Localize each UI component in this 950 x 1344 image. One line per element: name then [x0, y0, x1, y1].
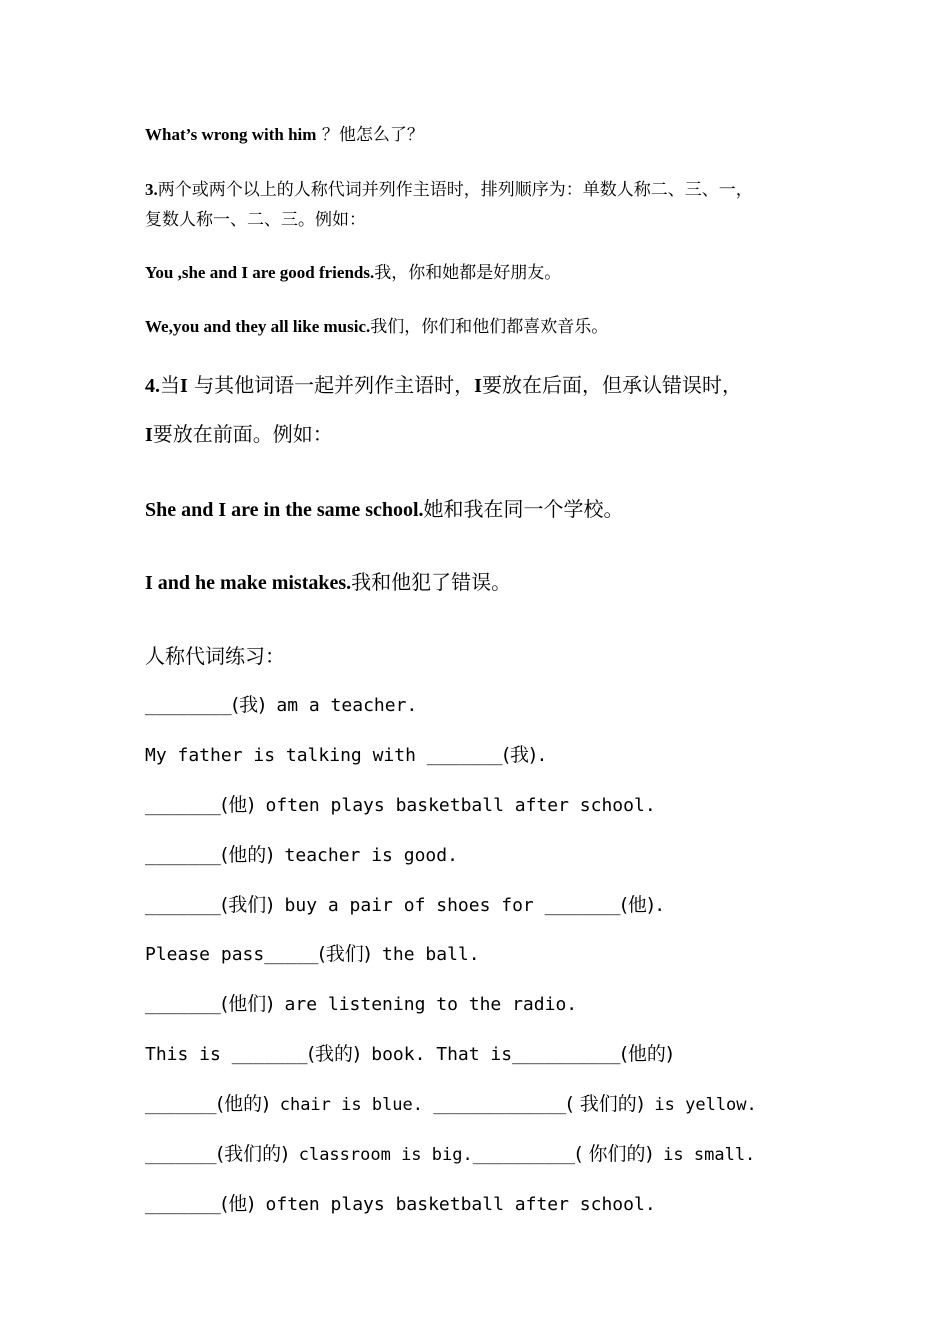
- exercise-item-6: Please pass_____(我们) the ball.: [145, 943, 480, 965]
- exercise-item-8: This is _______(我的) book. That is__________(他的): [145, 1043, 674, 1065]
- exercise-item-3: _______(他) often plays basketball after school.: [145, 794, 656, 816]
- exercise-item-11: _______(他) often plays basketball after school.: [145, 1193, 656, 1215]
- rule-3-line-1: 3.两个或两个以上的人称代词并列作主语时，排列顺序为：单数人称二、三、一，: [145, 180, 753, 200]
- rule-4-line-1: 4.当I 与其他词语一起并列作主语时，I要放在后面，但承认错误时，: [145, 373, 742, 397]
- exercise-item-7: _______(他们) are listening to the radio.: [145, 993, 578, 1015]
- exercise-item-1: ________(我) am a teacher.: [145, 694, 418, 716]
- rule-number: 4.: [145, 375, 160, 397]
- exercise-item-2: My father is talking with _______(我).: [145, 744, 548, 766]
- rule-4-example-2: I and he make mistakes.我和他犯了错误。: [145, 570, 512, 594]
- example-english: What’s wrong with him: [145, 125, 317, 144]
- rule-3-example-1: You ,she and I are good friends.我，你和她都是好朋友。: [145, 263, 562, 283]
- rule-number: 3.: [145, 180, 158, 199]
- example-chinese: ？他怎么了？: [316, 125, 424, 145]
- exercise-item-10: _______(我们的) classroom is big.__________( 你们的) is small.: [145, 1143, 756, 1165]
- rule-4-example-1: She and I are in the same school.她和我在同一个学校。: [145, 497, 624, 521]
- exercise-item-5: _______(我们) buy a pair of shoes for _______(他).: [145, 894, 666, 916]
- rule-3-line-2: 复数人称一、二、三。例如：: [145, 210, 366, 230]
- exercise-item-9: _______(他的) chair is blue. _____________( 我们的) is yellow.: [145, 1093, 757, 1115]
- exercise-title: 人称代词练习：: [145, 644, 285, 668]
- exercise-item-4: _______(他的) teacher is good.: [145, 844, 458, 866]
- rule-3-example-2: We,you and they all like music.我们，你们和他们都喜欢音乐。: [145, 317, 609, 337]
- rule-2-example: [145, 120, 424, 145]
- rule-4-line-2: I要放在前面。例如：: [145, 422, 333, 446]
